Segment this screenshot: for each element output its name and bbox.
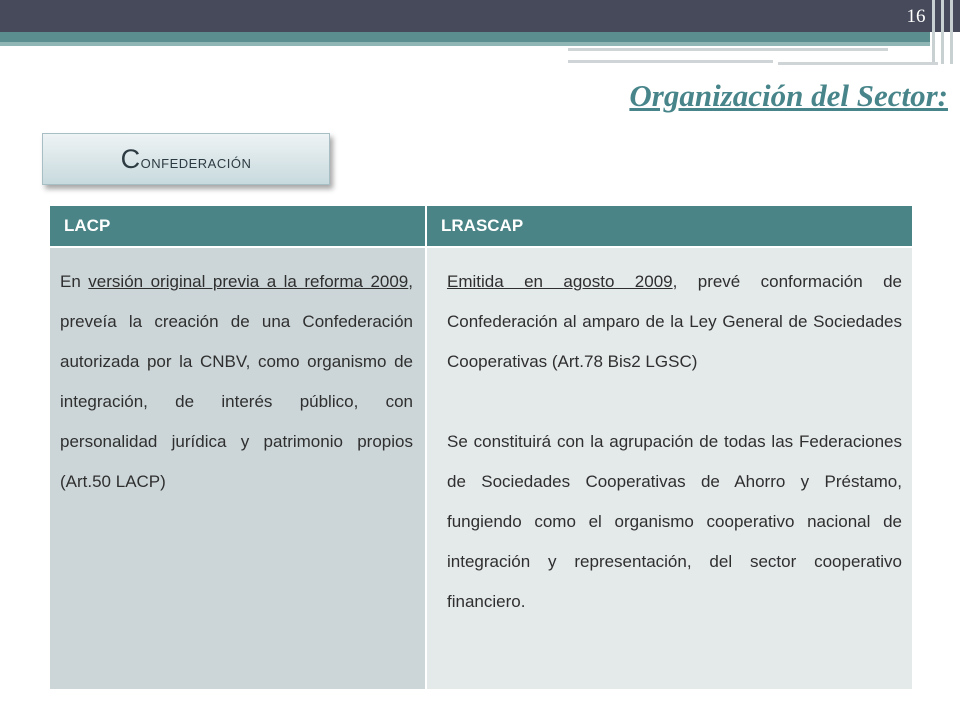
section-badge [42, 133, 330, 185]
decor-line [568, 48, 888, 51]
lrascap-paragraph-2: Se constituirá con la agrupación de todas las Federaciones de Sociedades Cooperativas de Ahorro y Préstamo, fungiendo como el organismo cooperativo nacional de integración y representación, del sector cooperativo financiero. [447, 432, 902, 611]
lacp-prefix: En [60, 272, 89, 291]
lrascap-paragraph-1 [447, 262, 902, 382]
slide-title: Organización del Sector: [629, 78, 948, 113]
lacp-text: , preveía la creación de una Confederación autorizada por la CNBV, como organismo de integración, de interés público, con personalidad jurídica y patrimonio propios (Art.50 LACP) [60, 272, 413, 491]
header-lrascap: LRASCAP [427, 206, 912, 246]
lacp-underlined: versión original previa a la reforma 2009 [88, 272, 409, 291]
edge-strip [950, 0, 953, 64]
cell-lacp [50, 248, 427, 689]
comparison-table [50, 206, 912, 689]
decor-line [568, 60, 773, 63]
decor-line [778, 62, 938, 65]
cell-lrascap [427, 248, 912, 689]
table-body-row [50, 248, 912, 689]
lrascap-text-1: , prevé conformación de Confederación al amparo de la Ley General de Sociedades Cooperativas (Art.78 Bis2 LGSC) [447, 272, 902, 371]
section-badge-label: Confederación [120, 143, 252, 174]
teal-band [0, 32, 930, 42]
edge-strip [941, 0, 944, 64]
lrascap-underlined: Emitida en agosto 2009 [447, 272, 673, 291]
top-band [0, 0, 960, 32]
teal-band-light [0, 42, 930, 46]
page-number: 16 [906, 6, 926, 27]
header-lacp: LACP [50, 206, 427, 246]
table-header-row [50, 206, 912, 246]
